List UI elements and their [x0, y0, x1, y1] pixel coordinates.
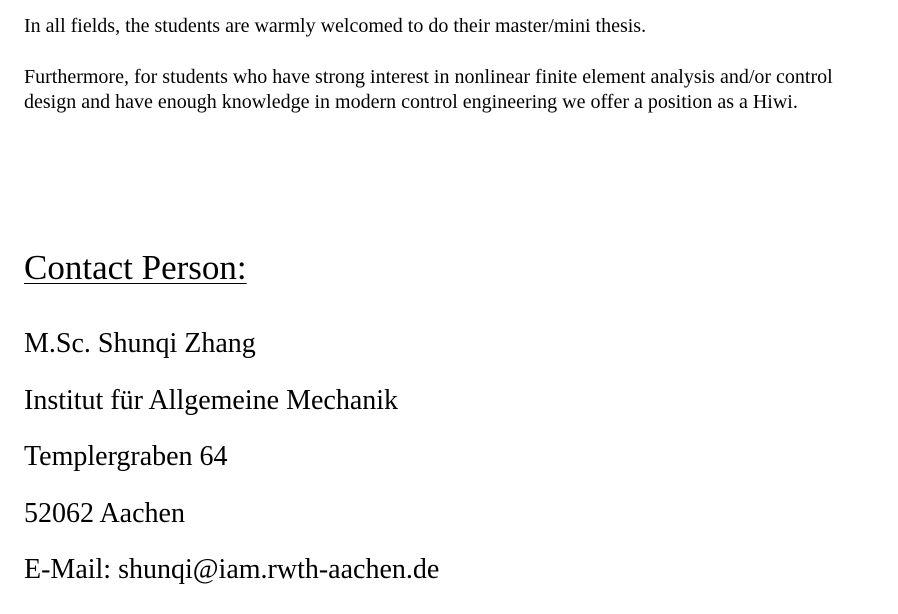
contact-institute: Institut für Allgemeine Mechanik [24, 385, 399, 416]
contact-city: 52062 Aachen [24, 498, 185, 529]
hiwi-offer-paragraph: Furthermore, for students who have strong interest in nonlinear finite element analysis and/or control design and have enough knowledge in modern control engineering we offer a position as a Hiwi. [24, 66, 833, 113]
contact-street: Templergraben 64 [24, 441, 228, 472]
contact-name: M.Sc. Shunqi Zhang [24, 328, 256, 359]
contact-email: E-Mail: shunqi@iam.rwth-aachen.de [24, 554, 440, 585]
intro-paragraph: In all fields, the students are warmly welcomed to do their master/mini thesis. [24, 15, 647, 37]
contact-heading: Contact Person: [24, 248, 247, 287]
